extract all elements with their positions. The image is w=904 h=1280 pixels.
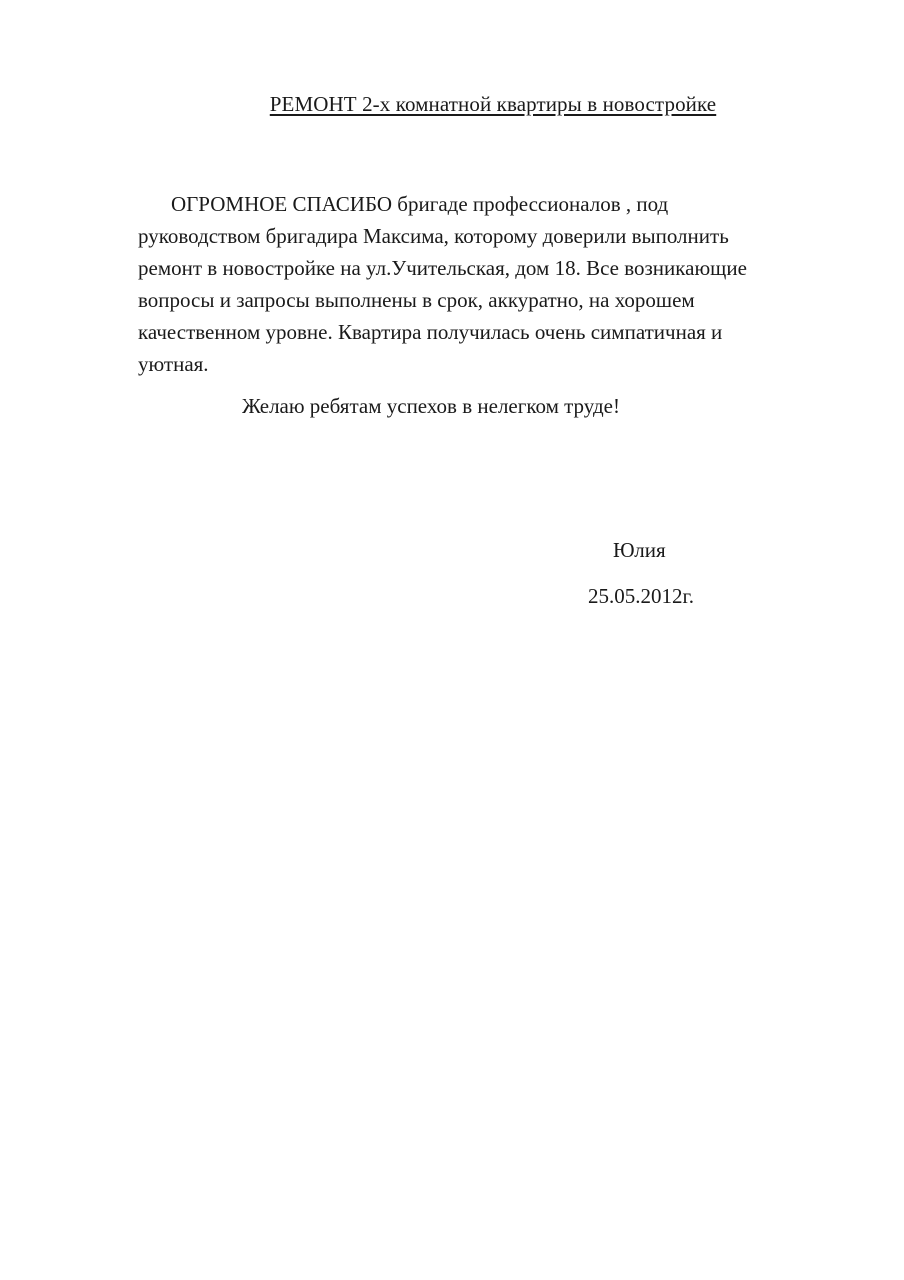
- paragraph-line: вопросы и запросы выполнены в срок, аккуратно, на хорошем: [138, 288, 695, 312]
- paragraph-line: ремонт в новостройке на ул.Учительская, дом 18. Все возникающие: [138, 256, 747, 280]
- paragraph-line: ОГРОМНОЕ СПАСИБО бригаде профессионалов , под: [171, 192, 669, 216]
- document-title: РЕМОНТ 2-х комнатной квартиры в новостройке: [269, 92, 717, 116]
- paragraph-line: качественном уровне. Квартира получилась очень симпатичная и: [138, 320, 723, 344]
- paragraph-line: уютная.: [138, 352, 209, 376]
- paragraph-line: руководством бригадира Максима, которому доверили выполнить: [138, 224, 729, 248]
- document-date: 25.05.2012г.: [588, 584, 694, 608]
- author-signature: Юлия: [613, 538, 666, 562]
- closing-wish: Желаю ребятам успехов в нелегком труде!: [242, 394, 620, 418]
- testimonial-paragraph: [138, 188, 858, 380]
